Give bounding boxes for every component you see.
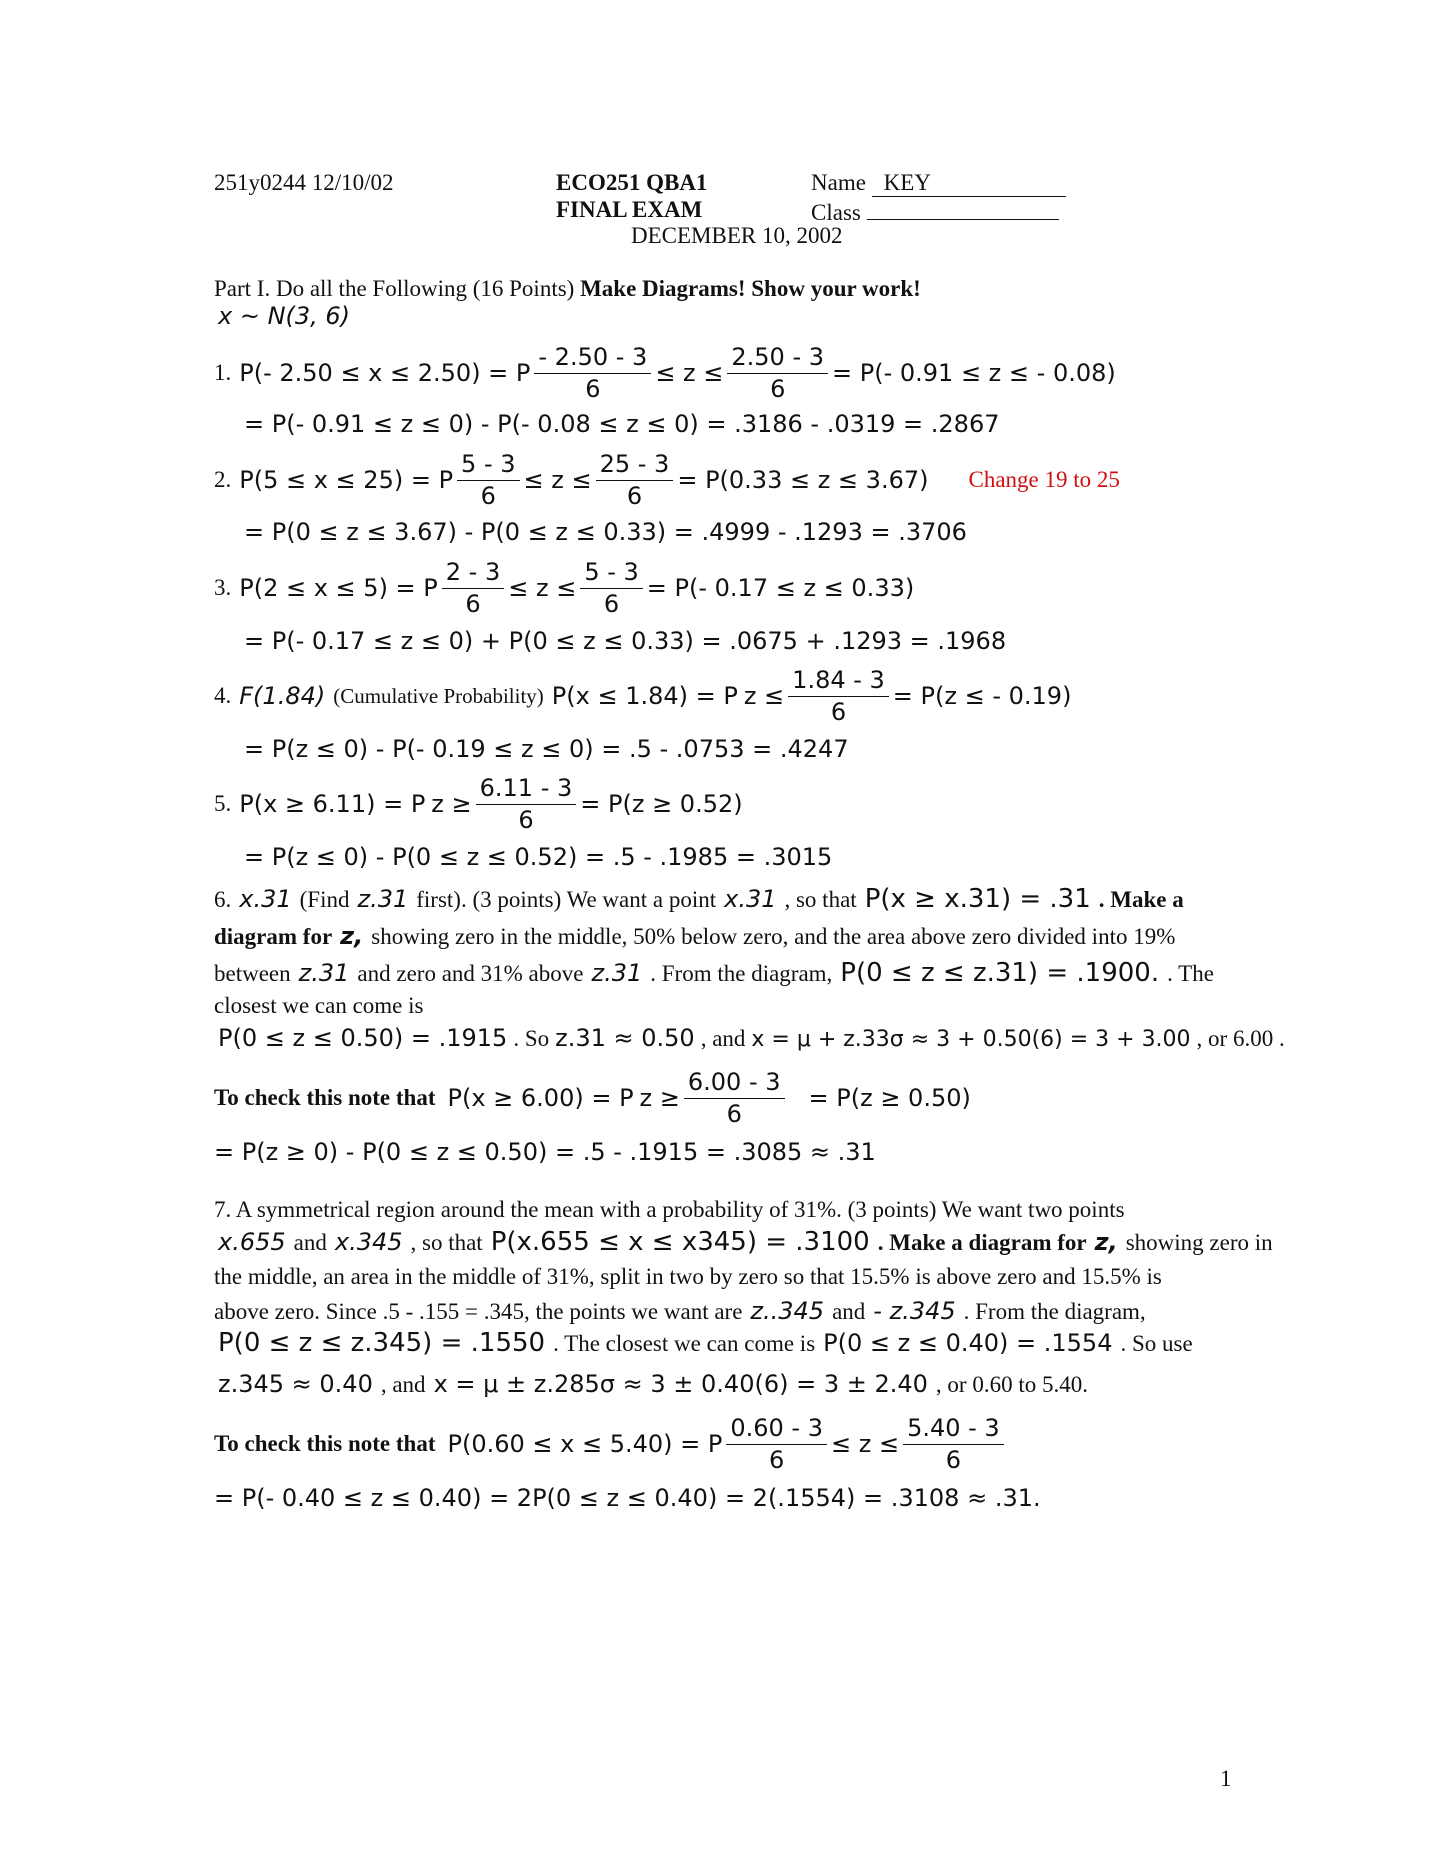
problem-2-frac1-num: 5 - 3 [457, 450, 519, 481]
problem-6-showing: showing zero in the middle, 50% below zero, and the area above zero divided into 19% [371, 924, 1176, 949]
name-label: Name [811, 170, 866, 195]
problem-5-pre: z ≥ [431, 790, 472, 819]
problem-6-num: 6. [214, 887, 232, 912]
problem-2-lhs: P(5 ≤ x ≤ 25) = P [239, 466, 454, 495]
problem-3-frac1-den: 6 [465, 589, 481, 618]
problem-7-diagram-prob: P(0 ≤ z ≤ z.345) = .1550 [218, 1328, 546, 1358]
problem-7-check-den1: 6 [769, 1445, 785, 1474]
problem-5-line2: = P(z ≤ 0) - P(0 ≤ z ≤ 0.52) = .5 - .1985 = .3015 [244, 843, 833, 871]
problem-6-from-diagram: . From the diagram, [650, 961, 833, 986]
problem-6-check-label: To check this note that [214, 1085, 436, 1111]
problem-1-num: 1. [214, 360, 232, 386]
problem-7-check-line2: = P(- 0.40 ≤ z ≤ 0.40) = 2P(0 ≤ z ≤ 0.40) = 2(.1554) = .3108 ≈ .31. [214, 1484, 1041, 1512]
problem-6-diagram-for: diagram for [214, 924, 333, 949]
problem-1-line2: = P(- 0.91 ≤ z ≤ 0) - P(- 0.08 ≤ z ≤ 0) = .3186 - .0319 = .2867 [244, 410, 1000, 438]
problem-7-showing: showing zero in [1125, 1230, 1273, 1255]
part1-intro [214, 276, 921, 302]
problem-7-check-num2: 5.40 - 3 [903, 1414, 1004, 1445]
problem-1-frac2-num: 2.50 - 3 [727, 343, 828, 374]
problem-6-check-den: 6 [726, 1099, 742, 1128]
problem-7-line3: the middle, an area in the middle of 31%, split in two by zero so that 15.5% is above zero and 15.5% is [214, 1264, 1162, 1289]
problem-6-x-formula: x = μ + z.33σ ≈ 3 + 0.50(6) = 3 + 3.00 [751, 1027, 1191, 1052]
problem-4-frac-num: 1.84 - 3 [788, 666, 889, 697]
problem-7-so-use: . So use [1120, 1331, 1193, 1356]
problem-6-check-pre: z ≥ [639, 1084, 680, 1113]
problem-6-z31: z.31 [357, 885, 409, 913]
problem-6-check-num: 6.00 - 3 [684, 1068, 785, 1099]
problem-5-rhs: = P(z ≥ 0.52) [580, 790, 743, 819]
problem-2-mid: ≤ z ≤ [523, 466, 592, 495]
problem-6-check-lhs: P(x ≥ 6.00) = P [447, 1084, 634, 1113]
course-title: ECO251 QBA1 [556, 170, 708, 195]
problem-7-z345: z..345 [750, 1297, 825, 1325]
problem-6-want: first). (3 points) We want a point [416, 887, 717, 912]
problem-6-z31d: z.31 [591, 959, 643, 987]
problem-2-frac2-den: 6 [626, 481, 643, 510]
problem-1-frac1-num: - 2.50 - 3 [534, 343, 651, 374]
problem-7-sothat: , so that [410, 1230, 483, 1255]
name-field [811, 170, 1066, 197]
problem-6-line1 [214, 884, 1184, 914]
problem-3-line1 [214, 558, 914, 619]
problem-6-z-approx: z.31 ≈ 0.50 [555, 1024, 695, 1052]
exam-date: DECEMBER 10, 2002 [631, 223, 843, 248]
problem-6-z31c: z.31 [298, 959, 350, 987]
class-label: Class [811, 200, 861, 225]
problem-6-and: , and [700, 1026, 746, 1051]
problem-4-lhs: P(x ≤ 1.84) = P [551, 682, 738, 711]
problem-4-pre: z ≤ [743, 682, 785, 711]
problem-6-x31: x.31 [239, 885, 292, 913]
problem-4-cdf-note: (Cumulative Probability) [333, 683, 544, 708]
problem-7-line5 [218, 1328, 1193, 1358]
problem-6-x31b: x.31 [724, 885, 777, 913]
class-field [811, 197, 1059, 226]
problem-7-and2: and [832, 1299, 866, 1324]
part1-intro-text: Part I. Do all the Following (16 Points) [214, 276, 575, 301]
problem-7-check-mid: ≤ z ≤ [830, 1430, 900, 1459]
problem-7-and: and [293, 1230, 327, 1255]
problem-6-make: . Make a [1098, 887, 1184, 912]
problem-4-line1 [214, 666, 1071, 727]
problem-7-z-approx: z.345 ≈ 0.40 [218, 1370, 373, 1398]
problem-3-frac2-num: 5 - 3 [580, 558, 642, 589]
problem-7-x-formula: x = μ ± z.285σ ≈ 3 ± 0.40(6) = 3 ± 2.40 [433, 1370, 928, 1398]
problem-2-rhs: = P(0.33 ≤ z ≤ 3.67) [677, 466, 929, 495]
class-blank [867, 197, 1059, 220]
problem-1-rhs: = P(- 0.91 ≤ z ≤ - 0.08) [832, 359, 1116, 388]
page-number: 1 [1220, 1766, 1232, 1791]
problem-7-x655: x.655 [218, 1228, 286, 1256]
problem-2-correction-note: Change 19 to 25 [968, 467, 1120, 493]
problem-5-num: 5. [214, 791, 232, 817]
problem-6-closest: P(0 ≤ z ≤ 0.50) = .1915 [218, 1024, 508, 1052]
problem-1-mid: ≤ z ≤ [655, 359, 724, 388]
problem-6-the: . The [1167, 961, 1214, 986]
distribution: x ~ N(3, 6) [218, 302, 351, 330]
problem-6-diagram-prob: P(0 ≤ z ≤ z.31) = .1900. [840, 958, 1160, 988]
problem-4-line2: = P(z ≤ 0) - P(- 0.19 ≤ z ≤ 0) = .5 - .0753 = .4247 [244, 735, 849, 763]
problem-1-frac1-den: 6 [585, 374, 601, 403]
problem-7-prob-eq: P(x.655 ≤ x ≤ x345) = .3100 [490, 1227, 870, 1257]
problem-6-between: between [214, 961, 291, 986]
problem-4-cdf: F(1.84) [239, 682, 326, 711]
problem-5-frac-den: 6 [518, 805, 534, 834]
problem-6-so: . So [513, 1026, 550, 1051]
problem-6-line5 [218, 1024, 1285, 1052]
problem-6-check-rhs: = P(z ≥ 0.50) [808, 1084, 971, 1113]
part1-intro-bold: Make Diagrams! Show your work! [580, 276, 921, 301]
problem-2-frac2-num: 25 - 3 [596, 450, 674, 481]
exam-title: FINAL EXAM [556, 197, 703, 222]
problem-7-check-num1: 0.60 - 3 [726, 1414, 827, 1445]
problem-5-line1 [214, 774, 743, 835]
problem-3-rhs: = P(- 0.17 ≤ z ≤ 0.33) [646, 574, 915, 603]
problem-7-zvar: z, [1094, 1228, 1118, 1256]
problem-5-lhs: P(x ≥ 6.11) = P [239, 790, 426, 819]
problem-6-line3 [214, 958, 1214, 988]
problem-3-mid: ≤ z ≤ [508, 574, 577, 603]
problem-7-and3: , and [380, 1372, 426, 1397]
problem-2-line1 [214, 450, 1120, 511]
doc-id: 251y0244 12/10/02 [214, 170, 394, 195]
problem-2-frac1-den: 6 [480, 481, 496, 510]
problem-7-x345: x.345 [334, 1228, 403, 1256]
problem-6-prob-eq: P(x ≥ x.31) = .31 [864, 884, 1091, 914]
problem-7-check-label: To check this note that [214, 1431, 436, 1457]
problem-3-lhs: P(2 ≤ x ≤ 5) = P [239, 574, 438, 603]
problem-3-frac1-num: 2 - 3 [442, 558, 504, 589]
problem-6-sothat: , so that [784, 887, 857, 912]
name-value: KEY [872, 170, 1066, 197]
problem-5-frac-num: 6.11 - 3 [476, 774, 577, 805]
problem-6-zvar: z, [340, 922, 364, 950]
problem-1-line1 [214, 343, 1116, 404]
problem-2-num: 2. [214, 467, 232, 493]
problem-6-zero-above: and zero and 31% above [357, 961, 584, 986]
problem-7-line4 [214, 1297, 1146, 1325]
problem-7-closest: . The closest we can come is [553, 1331, 816, 1356]
problem-7-line1: 7. A symmetrical region around the mean with a probability of 31%. (3 points) We want two points [214, 1197, 1125, 1222]
problem-6-find: (Find [299, 887, 350, 912]
problem-4-num: 4. [214, 683, 232, 709]
problem-4-frac-den: 6 [830, 697, 847, 726]
problem-3-line2: = P(- 0.17 ≤ z ≤ 0) + P(0 ≤ z ≤ 0.33) = .0675 + .1293 = .1968 [244, 627, 1007, 655]
problem-1-frac2-den: 6 [770, 374, 786, 403]
problem-7-line2 [218, 1227, 1273, 1257]
problem-7-closest-prob: P(0 ≤ z ≤ 0.40) = .1554 [823, 1329, 1113, 1357]
problem-6-check-line1 [214, 1068, 971, 1129]
problem-3-frac2-den: 6 [603, 589, 620, 618]
problem-6-result: , or 6.00 . [1196, 1026, 1285, 1051]
problem-7-check-den2: 6 [945, 1445, 962, 1474]
problem-7-make: . Make a diagram for [877, 1230, 1087, 1255]
problem-2-line2: = P(0 ≤ z ≤ 3.67) - P(0 ≤ z ≤ 0.33) = .4999 - .1293 = .3706 [244, 518, 967, 546]
problem-6-line2 [214, 922, 1175, 950]
problem-7-from-diagram: . From the diagram, [963, 1299, 1146, 1324]
problem-3-num: 3. [214, 575, 232, 601]
problem-6-check-line2: = P(z ≥ 0) - P(0 ≤ z ≤ 0.50) = .5 - .1915 = .3085 ≈ .31 [214, 1138, 876, 1166]
problem-7-check-line1 [214, 1414, 1008, 1475]
problem-7-result: , or 0.60 to 5.40. [935, 1372, 1088, 1397]
problem-7-since: above zero. Since .5 - .155 = .345, the points we want are [214, 1299, 743, 1324]
problem-7-neg-z345: - z.345 [873, 1297, 956, 1325]
problem-1-lhs: P(- 2.50 ≤ x ≤ 2.50) = P [239, 359, 531, 388]
problem-7-check-lhs: P(0.60 ≤ x ≤ 5.40) = P [447, 1430, 723, 1459]
problem-7-line6 [218, 1370, 1088, 1398]
problem-4-rhs: = P(z ≤ - 0.19) [892, 682, 1072, 711]
problem-6-line4: closest we can come is [214, 993, 424, 1018]
